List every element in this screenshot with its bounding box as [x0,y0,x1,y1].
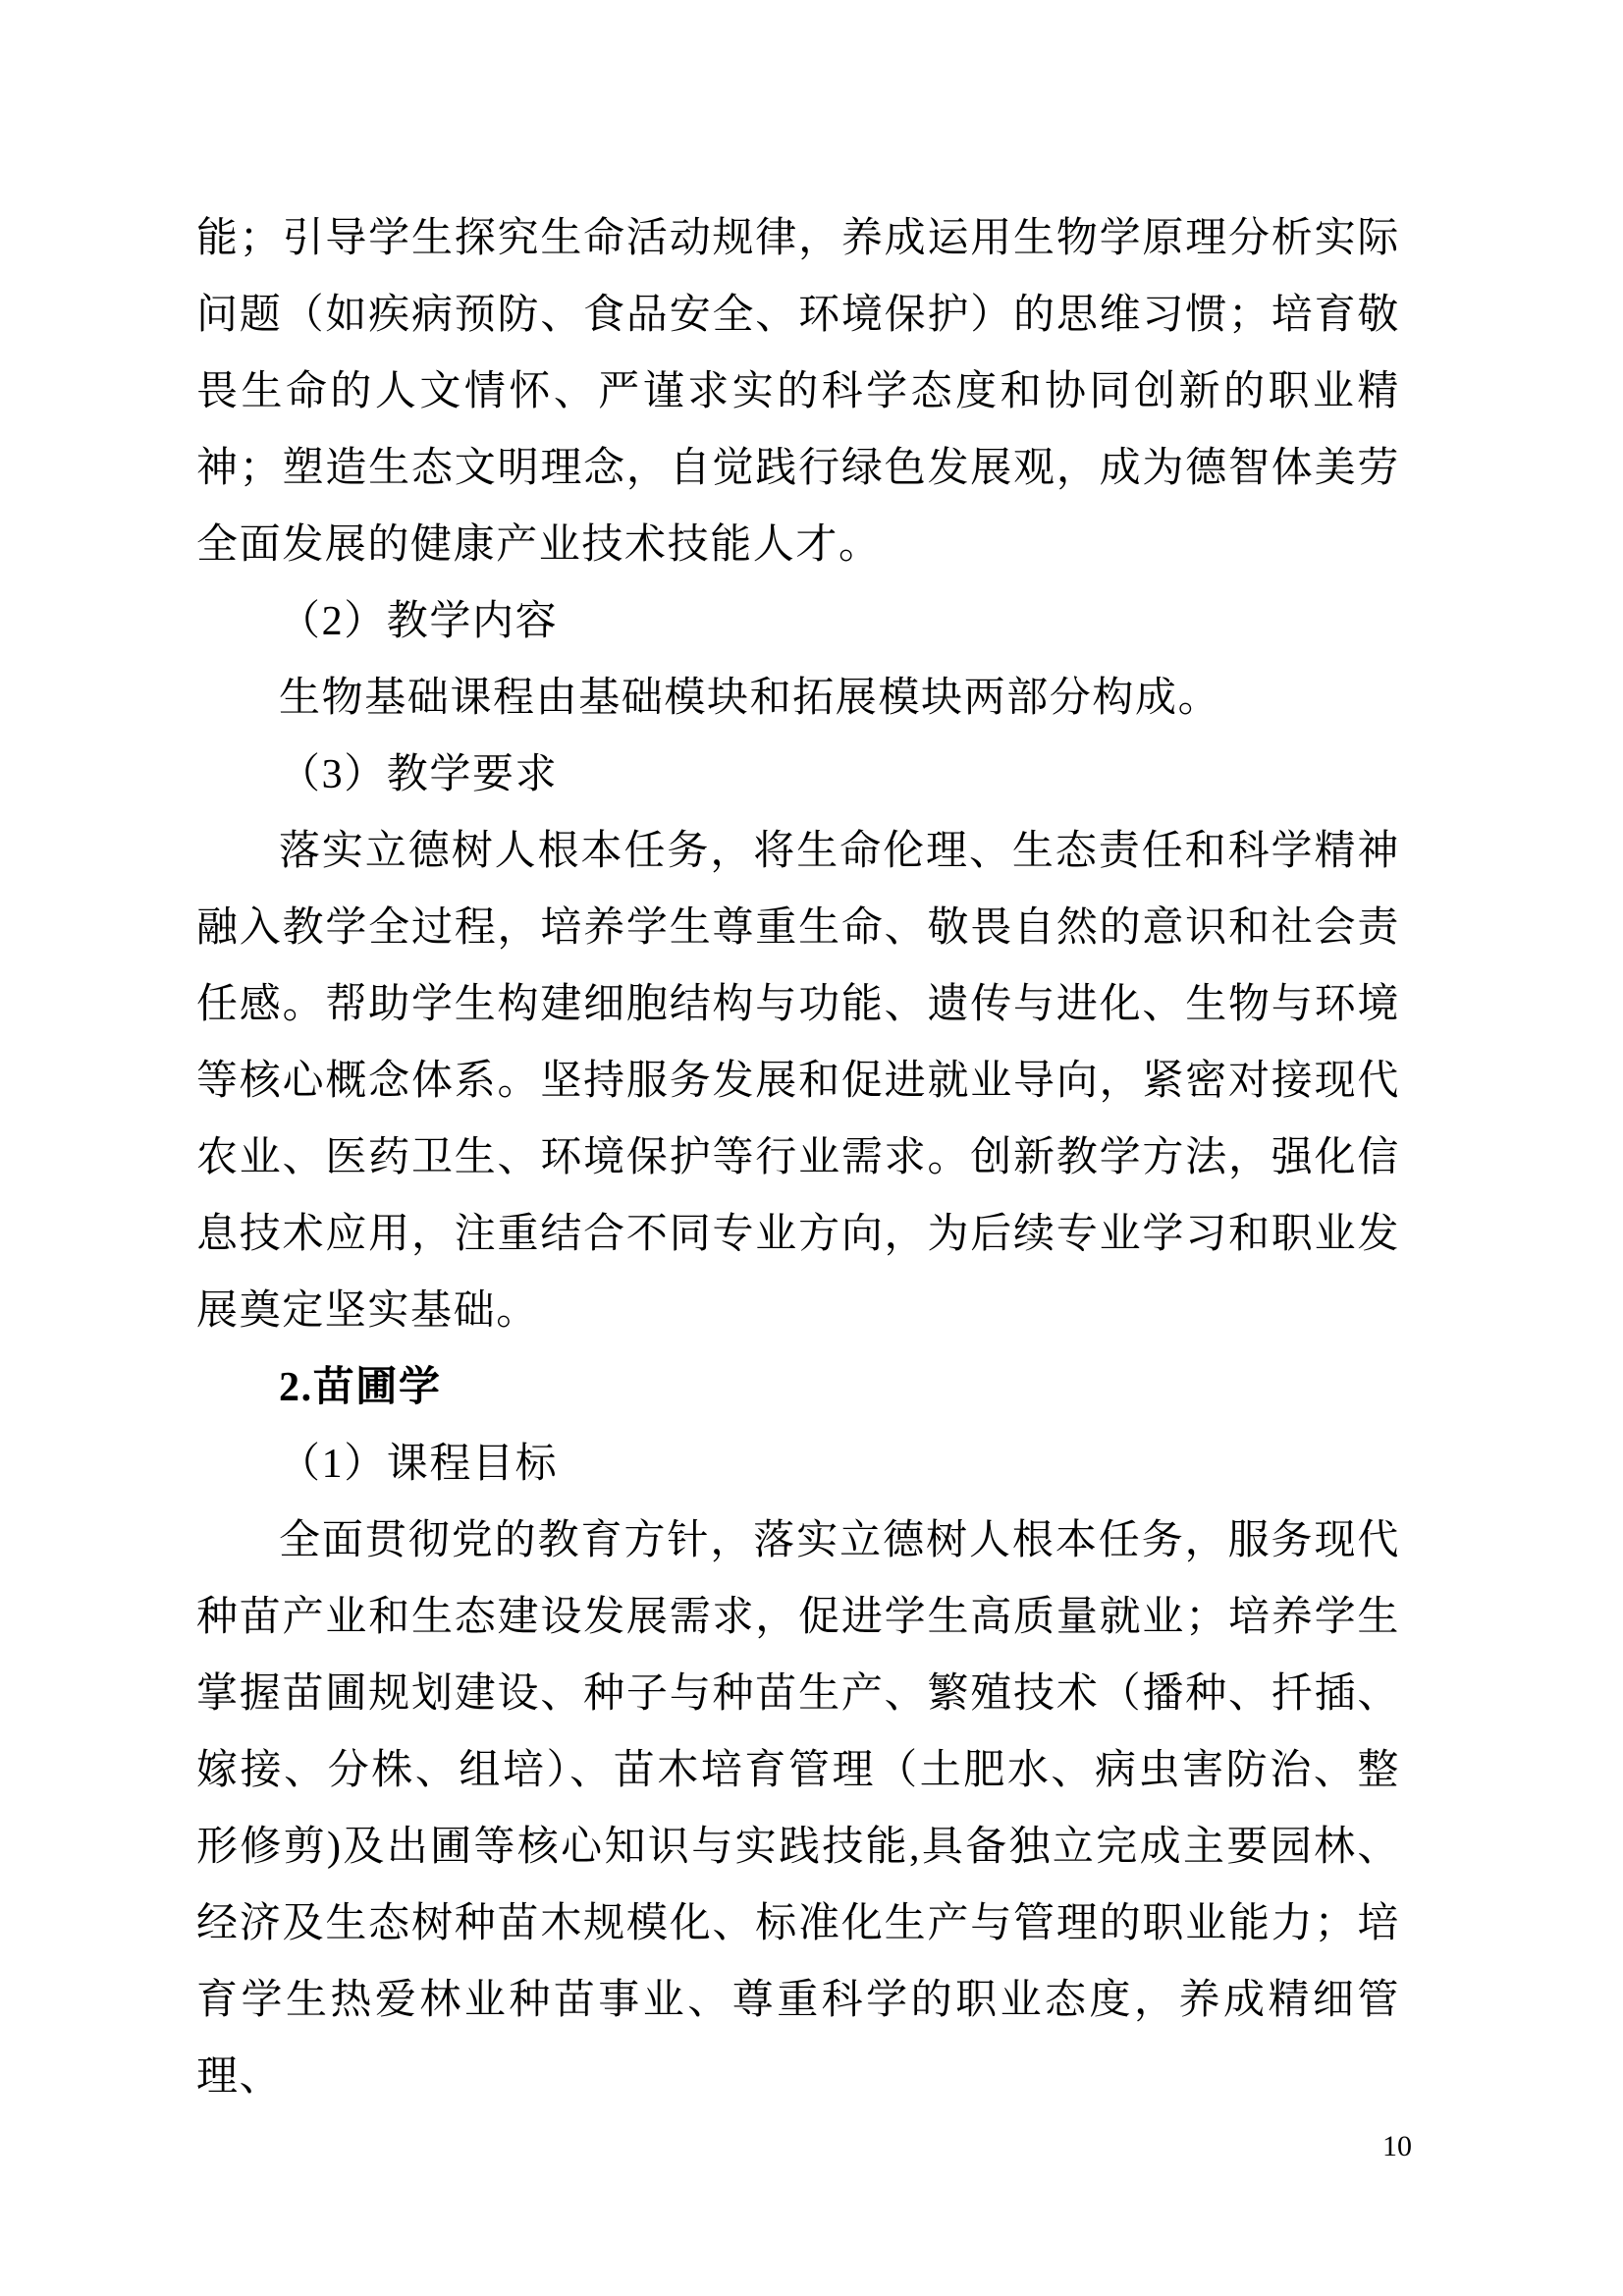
subheading-teaching-content: （2）教学内容 [279,599,559,644]
section-heading-nursery-science: 2.苗圃学 [279,1365,442,1410]
paragraph-course-objectives-body: 全面贯彻党的教育方针，落实立德树人根本任务，服务现代种苗产业和生态建设发展需求，促进学生高质量就业；培养学生掌握苗圃规划建设、种子与种苗生产、繁殖技术（播种、扦插、嫁接、分株、组培）、苗木培育管理（土肥水、病虫害防治、整形修剪)及出圃等核心知识与实践技能,具备独立完成主要园林、经济及生态树种苗木规模化、标准化生产与管理的职业能力；培育学生热爱林业种苗事业、尊重科学的职业态度，养成精细管理、 [196,1518,1400,2100]
page-number: 10 [1382,2130,1412,2162]
page-body-text [196,200,1400,2115]
paragraph-continued: 能；引导学生探究生命活动规律，养成运用生物学原理分析实际问题（如疾病预防、食品安全、环境保护）的思维习惯；培育敬畏生命的人文情怀、严谨求实的科学态度和协同创新的职业精神；塑造生态文明理念，自觉践行绿色发展观，成为德智体美劳全面发展的健康产业技术技能人才。 [196,216,1400,568]
paragraph-course-modules: 生物基础课程由基础模块和拓展模块两部分构成。 [279,676,1221,721]
paragraph-teaching-requirements-body: 落实立德树人根本任务，将生命伦理、生态责任和科学精神融入教学全过程，培养学生尊重生命、敬畏自然的意识和社会责任感。帮助学生构建细胞结构与功能、遗传与进化、生物与环境等核心概念体系。坚持服务发展和促进就业导向，紧密对接现代农业、医药卫生、环境保护等行业需求。创新教学方法，强化信息技术应用，注重结合不同专业方向，为后续专业学习和职业发展奠定坚实基础。 [196,829,1400,1334]
subheading-course-objectives: （1）课程目标 [279,1442,559,1487]
subheading-teaching-requirements: （3）教学要求 [279,752,559,797]
